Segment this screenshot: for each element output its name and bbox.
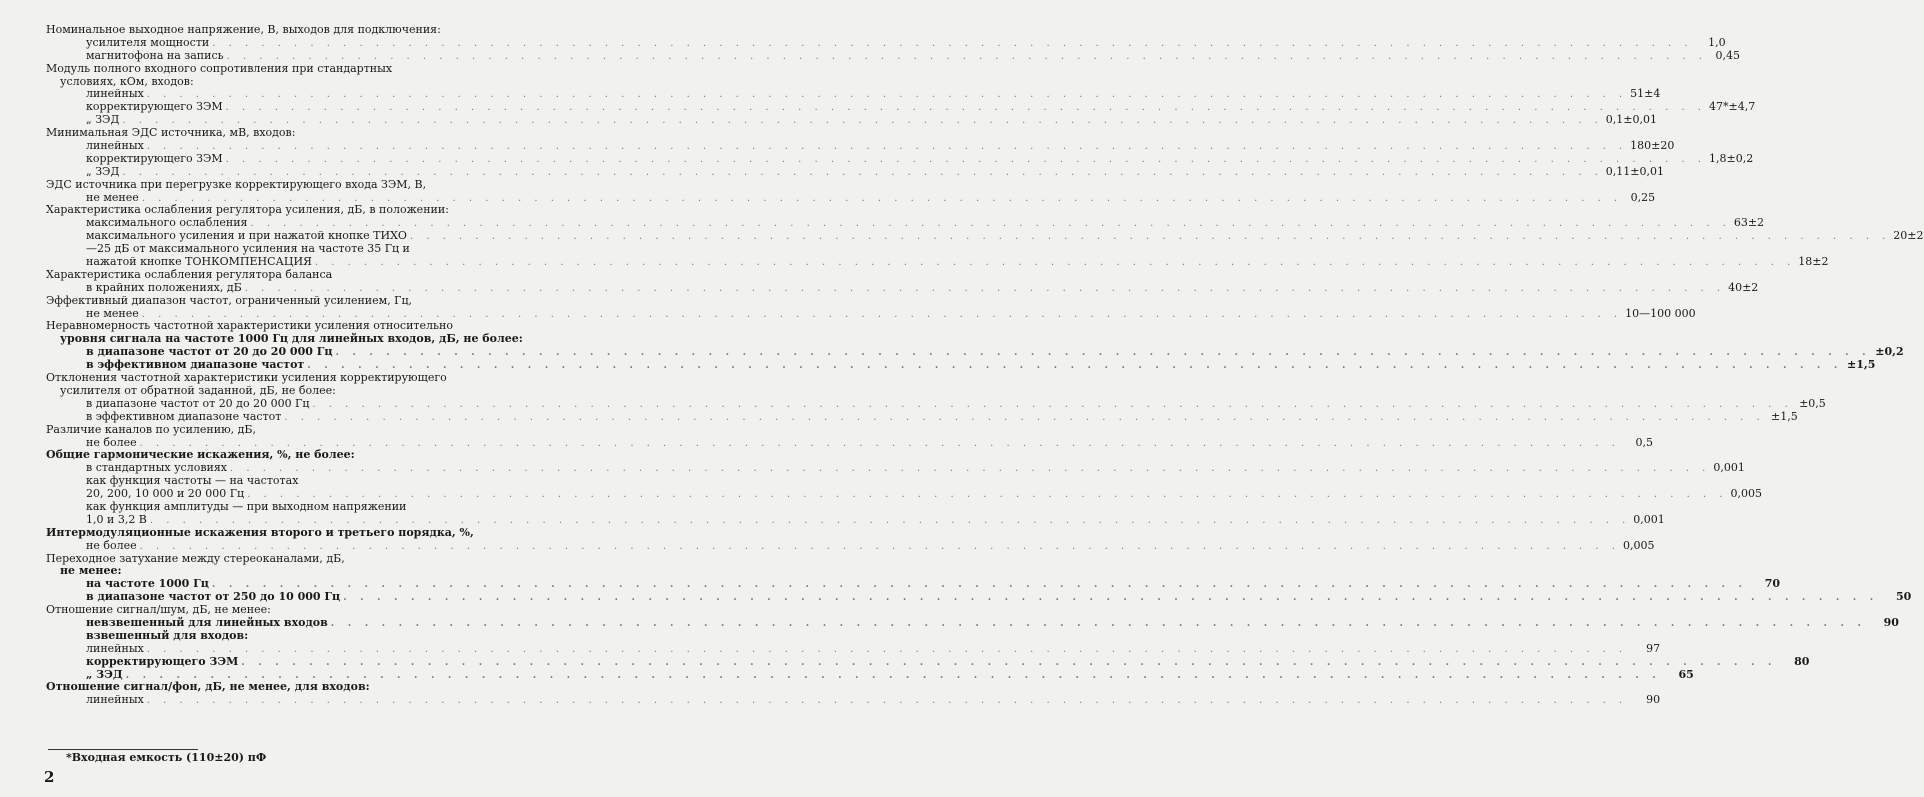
spec-label: максимального усиления и при нажатой кнопке ТИХО — [86, 229, 407, 243]
dot-leader — [147, 644, 1627, 657]
spec-label: усилителя от обратной заданной, дБ, не более: — [60, 383, 336, 397]
dot-leader — [212, 579, 1747, 592]
dot-leader — [230, 463, 1710, 476]
spec-row — [46, 100, 1756, 114]
spec-row — [46, 295, 576, 308]
spec-label: как функция амплитуды — при выходном напряжении — [86, 499, 407, 513]
spec-label: Отношение сигнал/фон, дБ, не менее, для входов: — [46, 680, 370, 694]
spec-value: 0,001 — [1633, 512, 1665, 526]
spec-label: Характеристика ослабления регулятора баланса — [46, 267, 333, 281]
spec-value: 40±2 — [1728, 280, 1759, 294]
spec-label: Характеристика ослабления регулятора усиления, дБ, в положении: — [46, 203, 449, 217]
spec-label: Различие каналов по усилению, дБ, — [46, 422, 257, 436]
spec-label: Переходное затухание между стереоканалами, дБ, — [46, 551, 345, 565]
spec-row — [46, 641, 1661, 656]
spec-value: 50 — [1895, 590, 1912, 604]
dot-leader — [250, 218, 1730, 231]
spec-label: Эффективный диапазон частот, ограниченный усилением, Гц, — [46, 293, 413, 307]
spec-row — [46, 48, 1740, 63]
spec-label: условиях, кОм, входов: — [60, 74, 194, 88]
spec-label: —25 дБ от максимального усиления на частоте 35 Гц и — [86, 242, 410, 256]
spec-value: 0,25 — [1630, 190, 1656, 204]
spec-row — [46, 615, 1899, 630]
dot-leader — [140, 438, 1620, 451]
spec-value: 51±4 — [1630, 87, 1661, 101]
dot-leader — [307, 360, 1842, 373]
spec-row — [46, 538, 1655, 553]
spec-row — [46, 527, 576, 540]
spec-label: корректирующего ЗЭМ — [86, 151, 223, 165]
spec-value: ±1,5 — [1771, 409, 1798, 423]
spec-row — [46, 424, 576, 437]
spec-value: 20±2 — [1893, 229, 1924, 243]
spec-label: максимального ослабления — [86, 216, 248, 230]
spec-row — [46, 512, 1665, 527]
spec-label: Интермодуляционные искажения второго и третьего порядка, %, — [46, 525, 474, 539]
spec-value: 0,005 — [1730, 487, 1762, 501]
dot-leader — [147, 89, 1627, 102]
spec-row — [46, 409, 1798, 424]
spec-value: 0,5 — [1635, 435, 1653, 449]
dot-leader — [245, 283, 1725, 296]
spec-label: как функция частоты — на частотах — [86, 474, 299, 488]
spec-value: 0,1±0,01 — [1605, 113, 1657, 127]
spec-label: магнитофона на запись — [86, 48, 224, 62]
dot-leader — [226, 102, 1706, 115]
spec-value: 80 — [1794, 654, 1810, 668]
spec-label: линейных — [86, 87, 144, 101]
spec-label: Модуль полного входного сопротивления при стандартных — [46, 61, 393, 75]
spec-row — [46, 372, 576, 385]
spec-label: корректирующего ЗЭМ — [86, 654, 239, 668]
spec-label: Неравномерность частотной характеристики усиления относительно — [46, 319, 453, 333]
spec-label: „ ЗЭД — [86, 667, 123, 681]
spec-value: 65 — [1678, 667, 1694, 681]
spec-row — [46, 269, 576, 282]
spec-label: в диапазоне частот от 20 до 20 000 Гц — [86, 345, 333, 359]
dot-leader — [241, 657, 1776, 670]
spec-label: 1,0 и 3,2 В — [86, 512, 147, 526]
spec-row — [46, 63, 576, 76]
dot-leader — [331, 618, 1866, 631]
spec-label: невзвешенный для линейных входов — [86, 615, 328, 629]
spec-row — [46, 385, 576, 398]
spec-label: не менее — [86, 306, 139, 320]
spec-label: Минимальная ЭДС источника, мВ, входов: — [46, 126, 296, 140]
spec-label: в крайних положениях, дБ — [86, 280, 242, 294]
spec-label: нажатой кнопке ТОНКОМПЕНСАЦИЯ — [86, 255, 312, 269]
spec-value: 70 — [1764, 577, 1781, 591]
spec-row — [46, 179, 576, 192]
spec-label: на частоте 1000 Гц — [86, 577, 209, 591]
spec-label: в диапазоне частот от 20 до 20 000 Гц — [86, 396, 310, 410]
spec-value: 0,45 — [1715, 48, 1740, 62]
dot-leader — [247, 489, 1727, 502]
dot-leader — [122, 115, 1602, 128]
spec-row — [46, 396, 1826, 411]
specification-list — [46, 23, 1924, 707]
spec-value: 90 — [1646, 693, 1661, 707]
spec-label: в диапазоне частот от 250 до 10 000 Гц — [86, 590, 341, 604]
spec-label: Общие гармонические искажения, %, не более: — [46, 448, 355, 462]
spec-value: ±0,2 — [1875, 345, 1904, 359]
spec-label: ЭДС источника при перегрузке корректирующего входа ЗЭМ, В, — [46, 177, 427, 191]
spec-row — [46, 24, 576, 37]
spec-value: 180±20 — [1630, 139, 1675, 153]
spec-row — [46, 255, 1829, 269]
spec-label: „ ЗЭД — [86, 164, 120, 178]
spec-label: усилителя мощности — [86, 35, 210, 49]
spec-row — [46, 139, 1675, 153]
dot-leader — [147, 695, 1627, 708]
spec-value: 63±2 — [1733, 216, 1765, 230]
spec-row — [46, 693, 1661, 707]
spec-value: 18±2 — [1798, 255, 1829, 269]
spec-row — [46, 501, 576, 514]
spec-label: в стандартных условиях — [86, 461, 227, 475]
spec-row — [46, 553, 576, 566]
spec-value: 0,005 — [1622, 538, 1655, 552]
spec-value: 1,0 — [1708, 35, 1726, 49]
spec-label: линейных — [86, 641, 144, 655]
dot-leader — [212, 38, 1692, 51]
spec-value: 10—100 000 — [1625, 306, 1696, 320]
spec-label: линейных — [86, 139, 144, 153]
spec-label: не более — [86, 435, 137, 449]
spec-label: Отношение сигнал/шум, дБ, не менее: — [46, 603, 271, 617]
dot-leader — [312, 399, 1792, 412]
spec-value: 0,001 — [1713, 461, 1745, 475]
spec-label: корректирующего ЗЭМ — [86, 100, 223, 114]
spec-label: Отклонения частотной характеристики усиления корректирующего — [46, 371, 447, 385]
spec-row — [46, 35, 1726, 50]
dot-leader — [140, 541, 1620, 554]
spec-label: взвешенный для входов: — [86, 628, 249, 642]
spec-label: 20, 200, 10 000 и 20 000 Гц — [86, 487, 245, 501]
dot-leader — [226, 154, 1706, 167]
spec-value: ±0,5 — [1799, 396, 1826, 410]
spec-label: в эффективном диапазоне частот — [86, 409, 282, 423]
spec-value: 47*±4,7 — [1708, 100, 1756, 114]
spec-label: линейных — [86, 693, 144, 707]
page-number: 2 — [44, 768, 55, 786]
spec-value: 90 — [1883, 615, 1899, 629]
dot-leader — [227, 51, 1707, 64]
spec-row — [46, 630, 576, 643]
spec-row — [46, 151, 1754, 166]
spec-row — [46, 654, 1810, 669]
dot-leader — [315, 257, 1795, 270]
spec-label: в эффективном диапазоне частот — [86, 358, 305, 372]
spec-label: не более — [86, 538, 137, 552]
spec-value: 97 — [1646, 641, 1661, 655]
dot-leader — [410, 231, 1890, 244]
spec-label: уровня сигнала на частоте 1000 Гц для линейных входов, дБ, не более: — [60, 332, 523, 346]
dot-leader — [335, 347, 1870, 360]
spec-label: не менее — [86, 190, 139, 204]
spec-value: ±1,5 — [1847, 358, 1876, 372]
spec-label: Номинальное выходное напряжение, В, выходов для подключения: — [46, 23, 441, 36]
spec-label: „ ЗЭД — [86, 113, 120, 127]
spec-value: 0,11±0,01 — [1605, 164, 1664, 178]
spec-row — [46, 280, 1759, 295]
spec-label: не менее: — [60, 564, 122, 578]
spec-row — [46, 164, 1664, 179]
dot-leader — [343, 592, 1878, 605]
spec-value: 1,8±0,2 — [1708, 151, 1754, 165]
footnote-rule — [48, 749, 198, 750]
dot-leader — [284, 412, 1764, 425]
dot-leader — [147, 141, 1627, 154]
footnote: *Входная емкость (110±20) пФ — [66, 751, 267, 764]
